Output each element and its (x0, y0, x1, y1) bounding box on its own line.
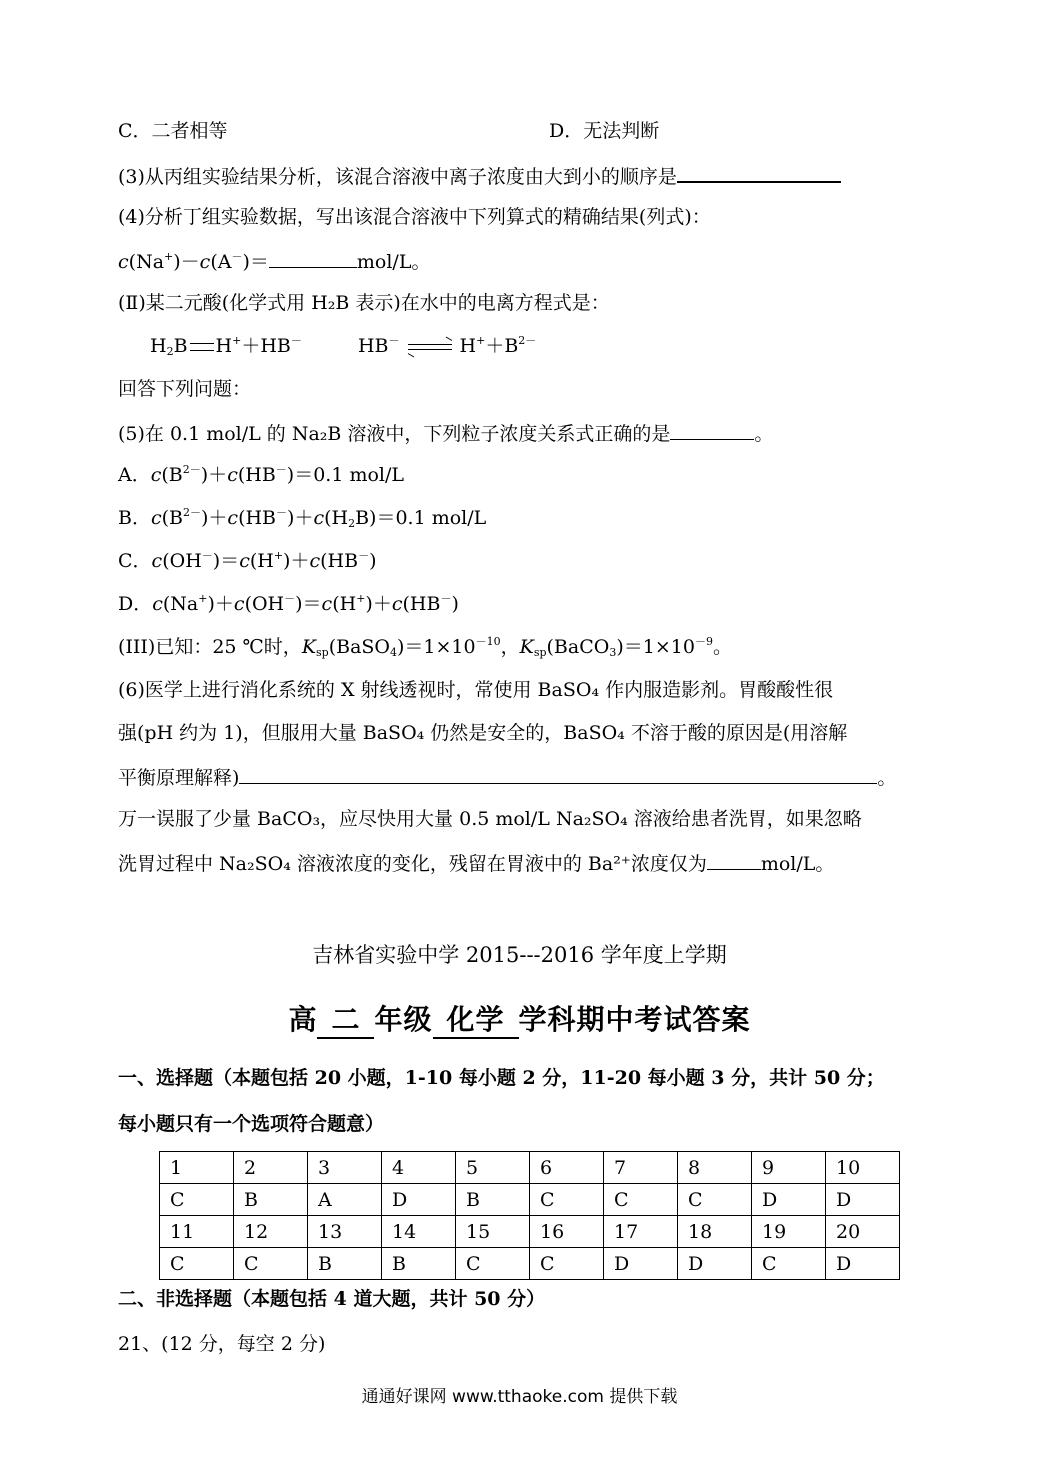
title-part: 高 (288, 1003, 318, 1036)
table-cell: C (530, 1184, 604, 1216)
table-cell: 13 (308, 1216, 382, 1248)
table-cell: B (456, 1184, 530, 1216)
table-row (160, 1248, 900, 1280)
part-2-intro: (Ⅱ)某二元酸(化学式用 H₂B 表示)在水中的电离方程式是： (118, 292, 610, 314)
question-6-line-1: (6)医学上进行消化系统的 X 射线透视时，常使用 BaSO₄ 作内服造影剂。胃酸酸性很 (118, 679, 834, 701)
table-cell: 7 (604, 1152, 678, 1184)
option-c: C．二者相等 (118, 120, 228, 142)
table-cell: 1 (160, 1152, 234, 1184)
section-2-heading: 二、非选择题（本题包括 4 道大题，共计 50 分） (118, 1288, 546, 1310)
title-part: 年级 (374, 1003, 433, 1036)
question-6-line-3 (118, 764, 896, 790)
table-cell: 17 (604, 1216, 678, 1248)
table-cell: 8 (678, 1152, 752, 1184)
question-3 (118, 162, 841, 189)
table-cell: D (604, 1248, 678, 1280)
question-4: (4)分析丁组实验数据，写出该混合溶液中下列算式的精确结果(列式)： (118, 206, 711, 228)
question-3-text: (3)从丙组实验结果分析，该混合溶液中离子浓度由大到小的顺序是 (118, 166, 677, 188)
unit-text: mol/L。 (356, 251, 431, 273)
table-cell: 9 (752, 1152, 826, 1184)
section-1-heading-line-1: 一、选择题（本题包括 20 小题，1-10 每小题 2 分，11-20 每小题 3 分，共计 50 分； (118, 1067, 885, 1089)
equilibrium-arrow-icon (408, 343, 452, 351)
part-3-given: (III)已知：25 ℃时，$K_{sp}(BaSO_4)=1\times 10^{-10}$，$K_{sp}(BaCO_3)=1\times 10^{-9}$。 (118, 635, 732, 659)
table-cell: C (456, 1248, 530, 1280)
punct: 。 (877, 767, 897, 789)
table-cell: 2 (234, 1152, 308, 1184)
exam-title (0, 1003, 1039, 1039)
answer-blank[interactable] (670, 420, 754, 440)
table-cell: D (382, 1184, 456, 1216)
table-cell: D (826, 1184, 900, 1216)
footer-source: 通通好课网 www.tthaoke.com 提供下载 (361, 1387, 678, 1407)
table-cell: 11 (160, 1216, 234, 1248)
ionization-equations: $H_2B$ H+＋HB－ HB－ $H^++B^{2-}$ (150, 334, 537, 358)
table-cell: 12 (234, 1216, 308, 1248)
table-cell: 3 (308, 1152, 382, 1184)
table-cell: 20 (826, 1216, 900, 1248)
school-title: 吉林省实验中学 2015---2016 学年度上学期 (312, 943, 727, 967)
question-6-line-5 (118, 850, 834, 876)
q5-option-a: A．$c(B^{2-})+c(HB^-)=0.1$ mol/L (118, 463, 405, 486)
q6-text: 洗胃过程中 Na₂SO₄ 溶液浓度的变化，残留在胃液中的 Ba²⁺浓度仅为 (118, 853, 707, 875)
answer-blank[interactable] (707, 850, 761, 870)
answer-blank[interactable] (677, 162, 841, 183)
table-cell: D (826, 1248, 900, 1280)
option-d: D．无法判断 (549, 120, 660, 142)
table-cell: 5 (456, 1152, 530, 1184)
question-5 (118, 420, 773, 446)
table-cell: B (234, 1184, 308, 1216)
table-cell: B (308, 1248, 382, 1280)
unit-text: mol/L。 (760, 853, 835, 875)
table-cell: 19 (752, 1216, 826, 1248)
part-3-text: (III)已知：25 ℃时， (118, 636, 302, 658)
answer-intro: 回答下列问题： (118, 378, 252, 400)
title-part: 学科期中考试答案 (518, 1003, 751, 1036)
table-cell: C (752, 1248, 826, 1280)
table-cell: 4 (382, 1152, 456, 1184)
title-grade: 二 (317, 1003, 374, 1039)
table-row (160, 1184, 900, 1216)
table-cell: 14 (382, 1216, 456, 1248)
question-5-text: (5)在 0.1 mol/L 的 Na₂B 溶液中，下列粒子浓度关系式正确的是 (118, 423, 671, 445)
table-cell: B (382, 1248, 456, 1280)
table-cell: C (234, 1248, 308, 1280)
title-subject: 化学 (433, 1003, 519, 1039)
answer-table (159, 1151, 900, 1280)
punct: 。 (754, 423, 774, 445)
table-cell: 6 (530, 1152, 604, 1184)
table-cell: C (678, 1184, 752, 1216)
answer-blank[interactable] (239, 764, 877, 784)
table-cell: 10 (826, 1152, 900, 1184)
q5-option-b: B．$c(B^{2-})+c(HB^-)+c(H_2B)=0.1$ mol/L (118, 506, 487, 530)
q5-option-c: C．c(OH－)＝c(H+)＋c(HB－) (118, 549, 377, 572)
question-4-expression: c(Na+)－c(A－)＝ mol/L。 (118, 250, 431, 273)
table-cell: C (604, 1184, 678, 1216)
question-21-heading: 21、(12 分，每空 2 分) (118, 1333, 326, 1355)
table-cell: C (530, 1248, 604, 1280)
table-row (160, 1216, 900, 1248)
table-row (160, 1152, 900, 1184)
table-cell: A (308, 1184, 382, 1216)
table-cell: 16 (530, 1216, 604, 1248)
table-cell: D (678, 1248, 752, 1280)
section-1-heading-line-2: 每小题只有一个选项符合题意） (118, 1113, 385, 1135)
table-cell: C (160, 1184, 234, 1216)
question-6-line-2: 强(pH 约为 1)，但服用大量 BaSO₄ 仍然是安全的，BaSO₄ 不溶于酸的原因是(用溶解 (118, 722, 848, 744)
table-cell: D (752, 1184, 826, 1216)
table-cell: 18 (678, 1216, 752, 1248)
table-cell: C (160, 1248, 234, 1280)
table-cell: 15 (456, 1216, 530, 1248)
answer-blank[interactable] (269, 248, 357, 268)
q6-text: 平衡原理解释) (118, 767, 240, 789)
question-6-line-4: 万一误服了少量 BaCO₃，应尽快用大量 0.5 mol/L Na₂SO₄ 溶液给患者洗胃，如果忽略 (118, 808, 862, 830)
q5-option-d: D．c(Na+)＋c(OH－)＝c(H+)＋c(HB－) (118, 592, 459, 615)
